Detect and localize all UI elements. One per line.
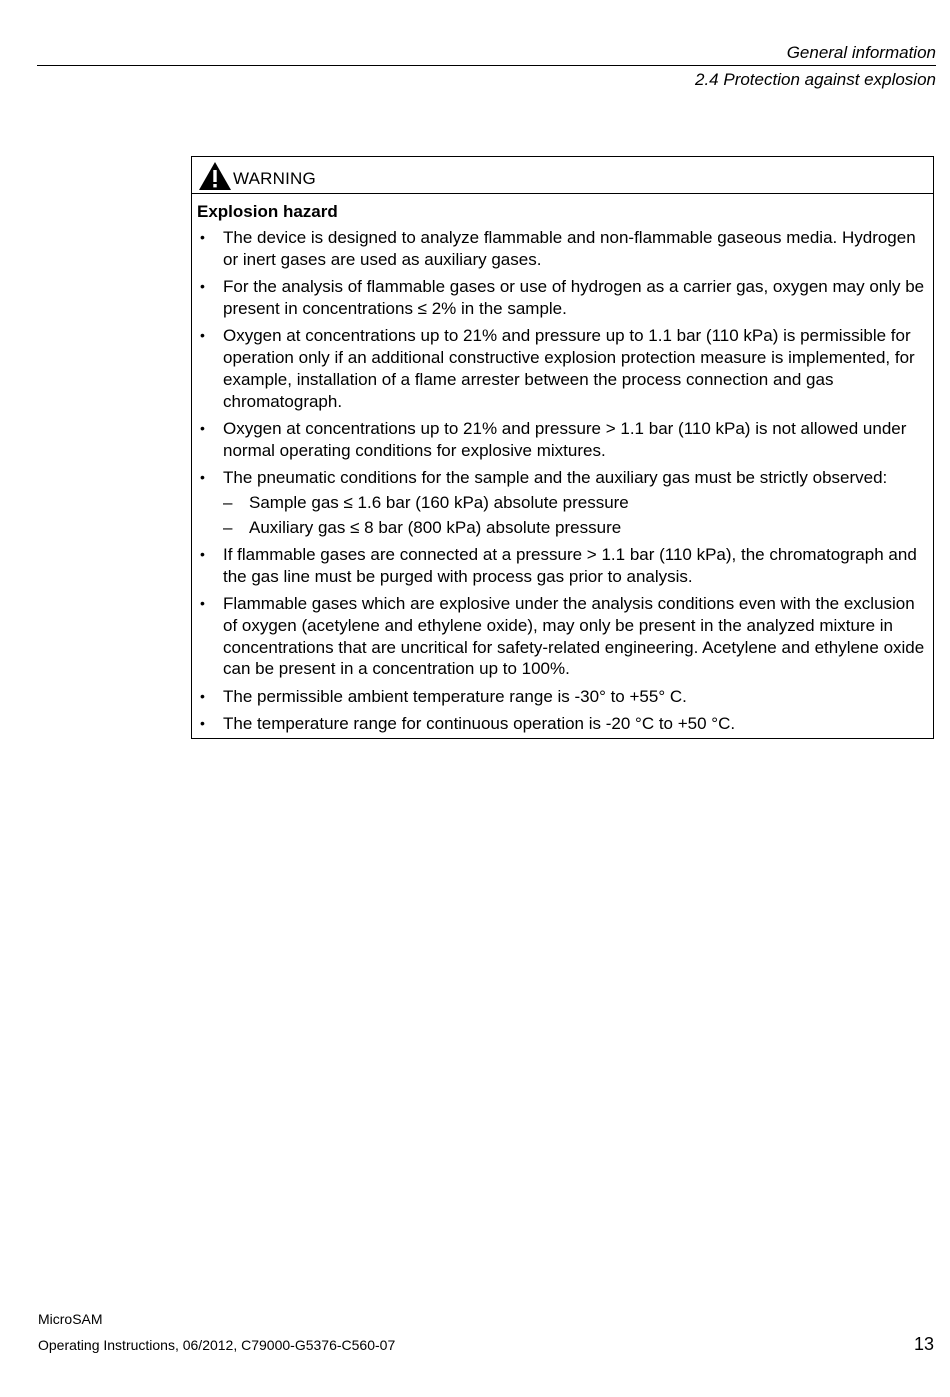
footer-product-name: MicroSAM — [38, 1311, 103, 1327]
warning-triangle-icon — [198, 161, 232, 191]
sub-list-item — [223, 492, 929, 514]
warning-title: WARNING — [233, 169, 316, 188]
list-item-text: The pneumatic conditions for the sample and the auxiliary gas must be strictly observed: — [223, 467, 888, 487]
list-item — [197, 325, 929, 412]
dash-icon: – — [223, 517, 233, 537]
list-item-text: Flammable gases which are explosive under the analysis conditions even with the exclusion of oxygen (acetylene and ethylene oxide), may only be present in the analyzed mixture in concentrations that are uncritical for safety-related engineering. Acetylene and ethylene oxide can be present in a concentration up to 100%. — [223, 593, 925, 679]
bullet-icon: • — [200, 594, 205, 611]
header-chapter-title: General information — [786, 43, 936, 62]
warning-body — [192, 194, 933, 735]
bullet-icon: • — [200, 714, 205, 731]
header-divider — [37, 65, 936, 66]
warning-header — [192, 157, 933, 194]
list-item-text: The temperature range for continuous operation is -20 °C to +50 °C. — [223, 713, 736, 733]
bullet-icon: • — [200, 327, 205, 344]
list-item-text: Oxygen at concentrations up to 21% and pressure > 1.1 bar (110 kPa) is not allowed under normal operating conditions for explosive mixtures. — [223, 418, 907, 460]
sub-list-item — [223, 517, 929, 539]
list-item — [197, 467, 929, 538]
list-item — [197, 593, 929, 680]
list-item — [197, 686, 929, 708]
bullet-icon: • — [200, 545, 205, 562]
sub-list-item-text: Sample gas ≤ 1.6 bar (160 kPa) absolute pressure — [249, 492, 629, 512]
list-item-text: If flammable gases are connected at a pressure > 1.1 bar (110 kPa), the chromatograph and the gas line must be purged with process gas prior to analysis. — [223, 544, 917, 586]
footer-document-info: Operating Instructions, 06/2012, C79000-G5376-C560-07 — [38, 1337, 396, 1353]
hazard-bullet-list — [197, 227, 929, 735]
list-item — [197, 227, 929, 271]
bullet-icon: • — [200, 229, 205, 245]
pneumatic-conditions-sublist — [223, 492, 929, 539]
bullet-icon: • — [200, 278, 205, 295]
list-item — [197, 544, 929, 588]
bullet-icon: • — [200, 419, 205, 436]
list-item-text: The device is designed to analyze flammable and non-flammable gaseous media. Hydrogen or inert gases are used as auxiliary gases. — [223, 228, 916, 269]
list-item — [197, 713, 929, 735]
list-item — [197, 418, 929, 462]
header-section-title: 2.4 Protection against explosion — [695, 70, 936, 89]
list-item-text: The permissible ambient temperature range is -30° to +55° C. — [223, 686, 687, 706]
dash-icon: – — [223, 492, 233, 512]
list-item-text: For the analysis of flammable gases or use of hydrogen as a carrier gas, oxygen may only be present in concentrations ≤ 2% in the sample. — [223, 277, 925, 318]
warning-box — [191, 156, 934, 739]
bullet-icon: • — [200, 468, 205, 485]
list-item — [197, 276, 929, 320]
sub-list-item-text: Auxiliary gas ≤ 8 bar (800 kPa) absolute pressure — [249, 517, 622, 537]
list-item-text: Oxygen at concentrations up to 21% and pressure up to 1.1 bar (110 kPa) is permissible for operation only if an additional constructive explosion protection measure is implemented, for example, installation of a flame arrester between the process connection and gas chromatograph. — [223, 326, 915, 411]
bullet-icon: • — [200, 687, 205, 704]
hazard-heading: Explosion hazard — [197, 202, 338, 221]
page-number: 13 — [913, 1334, 934, 1354]
